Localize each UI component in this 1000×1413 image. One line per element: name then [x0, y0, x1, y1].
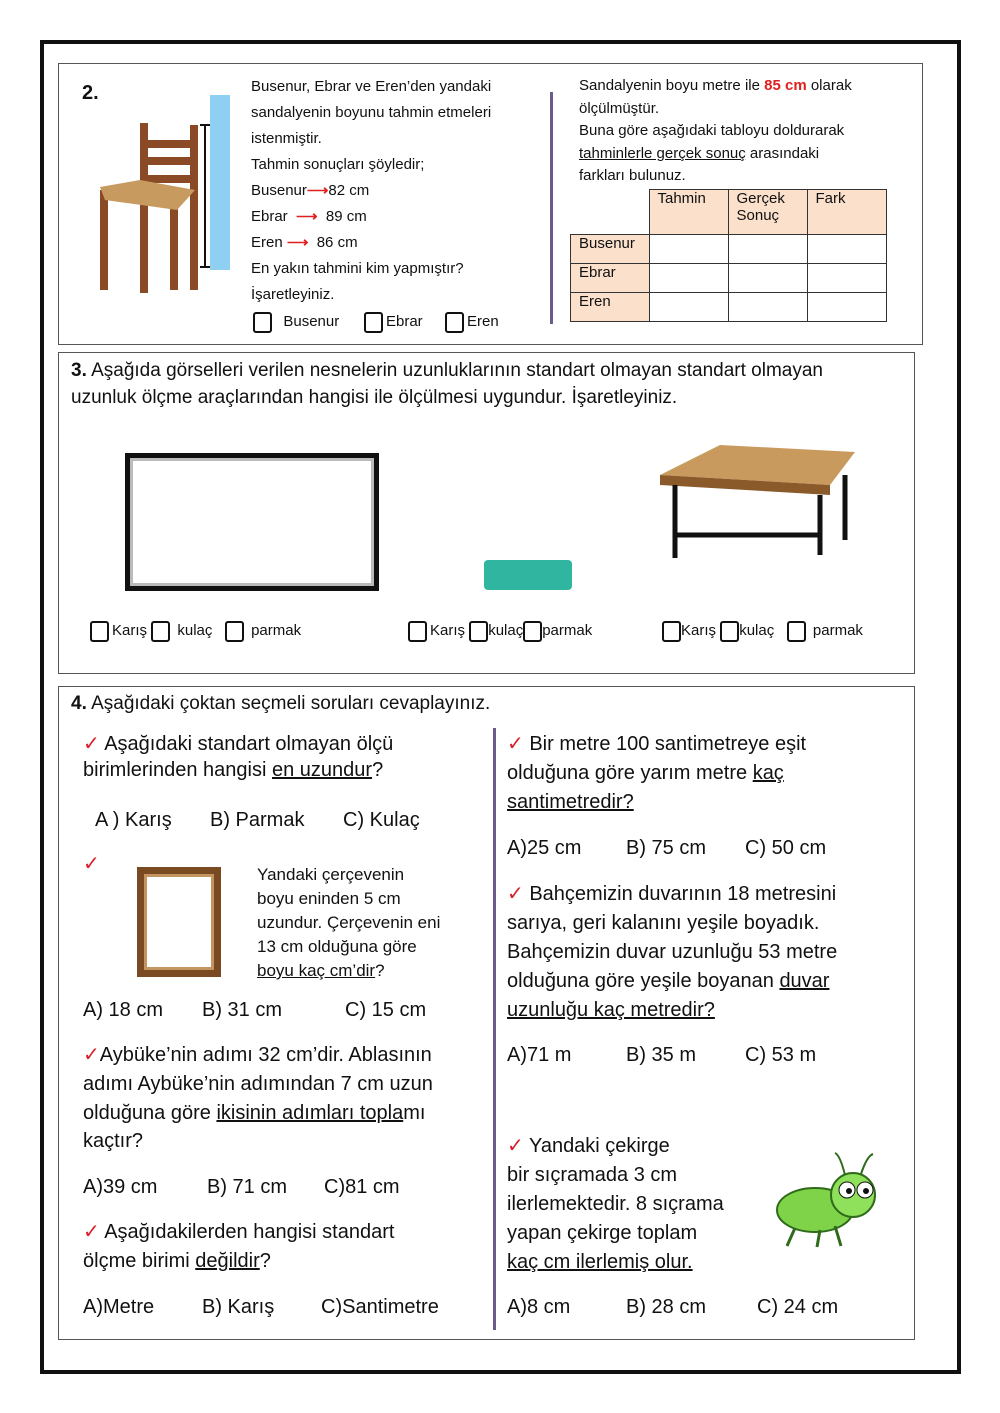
- option-b[interactable]: B) 31 cm: [202, 999, 283, 1021]
- arrow-right-icon: ⟶: [286, 234, 309, 251]
- divider: [493, 728, 496, 1330]
- guess-ebrar: Ebrar ⟶ 89 cm: [251, 208, 367, 225]
- checkmark-icon: ✓: [83, 1044, 100, 1066]
- grasshopper-image: [775, 1150, 880, 1250]
- q2-option-eren[interactable]: Eren: [445, 309, 499, 335]
- table-cell[interactable]: [807, 264, 886, 293]
- table-cell[interactable]: [649, 293, 728, 322]
- option-a[interactable]: A ) Karış: [95, 809, 172, 831]
- option-c[interactable]: C) 53 m: [745, 1044, 817, 1066]
- option-c[interactable]: C) 50 cm: [745, 837, 827, 859]
- checkbox: [445, 312, 464, 333]
- option-a[interactable]: A)39 cm: [83, 1176, 158, 1198]
- checkmark-icon: ✓: [507, 733, 524, 755]
- option-c[interactable]: C) Kulaç: [343, 809, 420, 831]
- frame-image: [137, 867, 221, 977]
- option-parmak[interactable]: parmak: [225, 622, 301, 639]
- arrow-right-icon: ⟶: [306, 182, 329, 199]
- table-cell[interactable]: [807, 293, 886, 322]
- option-b[interactable]: B) 35 m: [626, 1044, 697, 1066]
- checkmark-icon: ✓: [507, 1135, 524, 1157]
- table-cell[interactable]: [807, 235, 886, 264]
- option-b[interactable]: B) Karış: [202, 1296, 275, 1318]
- table-cell[interactable]: [728, 235, 807, 264]
- checkmark-icon: ✓: [507, 883, 524, 905]
- checkmark-icon: ✓: [83, 853, 100, 875]
- results-table: Tahmin Gerçek Sonuç Fark Busenur Ebrar Eren: [570, 189, 887, 322]
- option-karis[interactable]: Karış: [90, 622, 147, 639]
- option-parmak[interactable]: parmak: [523, 622, 592, 639]
- table-cell[interactable]: [728, 264, 807, 293]
- option-b[interactable]: B) 75 cm: [626, 837, 707, 859]
- option-b[interactable]: B) 28 cm: [626, 1296, 707, 1318]
- desk-image: [660, 440, 855, 565]
- q3-options-1: [90, 618, 301, 644]
- guess-busenur: Busenur⟶82 cm: [251, 182, 370, 199]
- whiteboard-image: [125, 453, 379, 591]
- option-kulac[interactable]: kulaç: [151, 622, 212, 639]
- option-c[interactable]: C)Santimetre: [321, 1296, 439, 1318]
- option-a[interactable]: A)71 m: [507, 1044, 572, 1066]
- table-cell[interactable]: [649, 235, 728, 264]
- guess-eren: Eren ⟶ 86 cm: [251, 234, 358, 251]
- q3-options-2: [408, 618, 592, 644]
- option-parmak[interactable]: parmak: [787, 622, 863, 639]
- table-cell[interactable]: [728, 293, 807, 322]
- option-c[interactable]: C) 24 cm: [757, 1296, 839, 1318]
- q2-right-line1: Sandalyenin boyu metre ile 85 cm olarak: [579, 77, 852, 94]
- option-a[interactable]: A)Metre: [83, 1296, 155, 1318]
- option-karis[interactable]: Karış: [662, 622, 716, 639]
- question-2-number: 2.: [82, 82, 99, 104]
- option-a[interactable]: A)25 cm: [507, 837, 582, 859]
- q2-right-line4: tahminlerle gerçek sonuç arasındaki: [579, 145, 820, 162]
- worksheet-page: 2. Busenur, Ebrar ve Eren’den yandaki sandalyenin boyunu tahmin etmeleri istenmiştir. Tahmin sonuçları şöyledir; Busenur⟶82 cm Ebrar ⟶ 89 cm Eren ⟶ 86 cm En yakın tahmini kim yapmıştır? İşaretleyiniz. Busenur Ebrar Eren Sandalyenin boyu metre ile 85 cm olarak ölçülmüştür. Buna göre aşağıdaki tabloyu doldurarak tahminlerle gerçek sonuç arasındaki farkları bulunuz. Tahmin Gerçek Sonuç Fark Busenur Ebrar Eren 3. Aşağıda görselleri verilen nesnelerin uzunluklarının standart olmayan standart olmayan uzunluk ölçme araçlarından hangisi ile ölçülmesi uygundur. İşaretleyiniz. Karış kulaç parmak Karış kulaç parmak Karış kulaç parmak 4. Aşağıdaki çoktan seçmeli soruları cevaplayınız. ✓ Aşağıdaki standart olmayan ölçü birimlerinden hangisi en uzundur? A ) Karış B) Parmak C) Kulaç ✓ Yandaki çerçevenin boyu eninden 5 cm uzundur. Çerçevenin eni 13 cm olduğuna göre boyu kaç cm’dir? A) 18 cm B) 31 cm C) 15 cm ✓Aybüke’nin adımı 32 cm’dir. Ablasının adımı Aybüke’nin adımından 7 cm uzun olduğuna göre ikisinin adımları toplamı kaçtır? A)39 cm B) 71 cm C)81 cm ✓ Aşağıdakilerden hangisi standart ölçme birimi değildir? A)Metre B) Karış C)Santimetre ✓ Bir metre 100 santimetreye eşit olduğuna göre yarım metre kaç santimetredir? A)25 cm B) 75 cm C) 50 cm ✓ Bahçemizin duvarının 18 metresini sarıya, geri kalanını yeşile boyadık. Bahçemizin duvar uzunluğu 53 metre olduğuna göre yeşile boyanan duvar uzunluğu kaç metredir? A)71 m B) 35 m C) 53 m ✓ Yandaki çekirge bir sıçramada 3 cm ilerlemektedir. 8 sıçrama yapan çekirge toplam kaç cm ilerlemiş olur. A)8 cm B) 28 cm C) 24 cm: [0, 0, 1000, 1413]
- eraser-image: [484, 560, 572, 590]
- option-kulac[interactable]: kulaç: [469, 622, 523, 639]
- table-cell[interactable]: [649, 264, 728, 293]
- chair-image: [95, 95, 240, 295]
- option-b[interactable]: B) 71 cm: [207, 1176, 288, 1198]
- checkbox: [253, 312, 272, 333]
- option-b[interactable]: B) Parmak: [210, 809, 305, 831]
- option-kulac[interactable]: kulaç: [720, 622, 774, 639]
- q2-option-busenur[interactable]: Busenur: [253, 309, 339, 335]
- option-a[interactable]: A) 18 cm: [83, 999, 164, 1021]
- option-karis[interactable]: Karış: [408, 622, 465, 639]
- checkmark-icon: ✓: [83, 1221, 100, 1243]
- q2-option-ebrar[interactable]: Ebrar: [364, 309, 423, 335]
- checkbox: [364, 312, 383, 333]
- q3-options-3: [662, 618, 863, 644]
- option-c[interactable]: C)81 cm: [324, 1176, 400, 1198]
- option-c[interactable]: C) 15 cm: [345, 999, 427, 1021]
- option-a[interactable]: A)8 cm: [507, 1296, 571, 1318]
- divider: [550, 92, 553, 324]
- q3-line1: 3. Aşağıda görselleri verilen nesnelerin uzunluklarının standart olmayan standart olmayan: [71, 360, 823, 381]
- checkmark-icon: ✓: [83, 733, 100, 755]
- q4-title: 4. Aşağıdaki çoktan seçmeli soruları cevaplayınız.: [71, 693, 491, 714]
- arrow-right-icon: ⟶: [296, 208, 318, 225]
